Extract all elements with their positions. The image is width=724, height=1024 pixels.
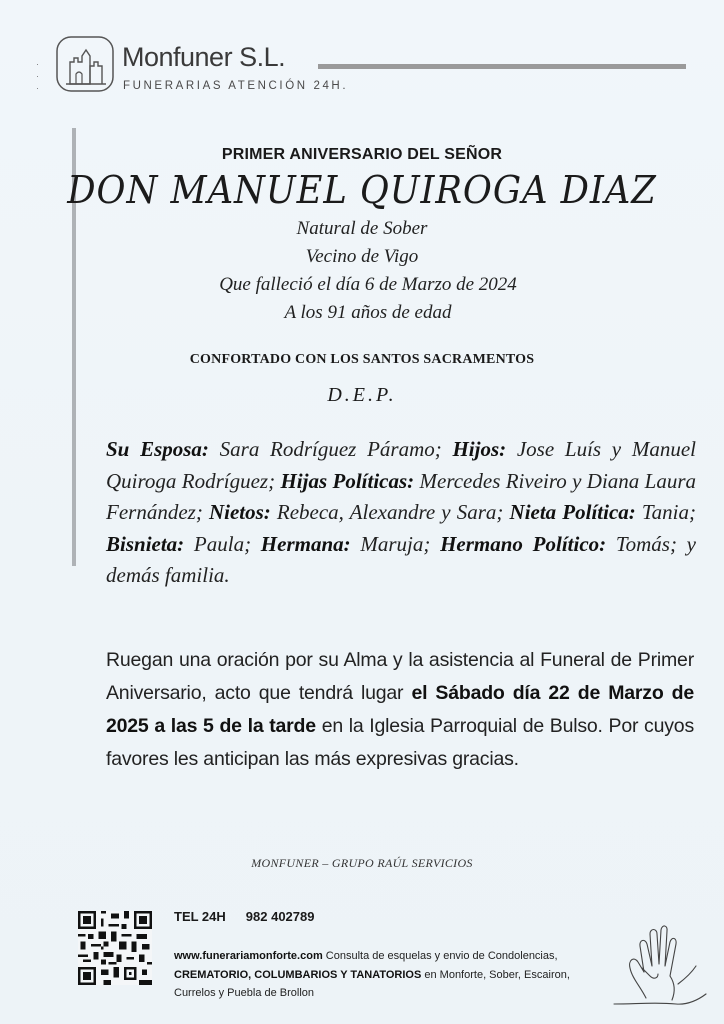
company-signature: MONFUNER – GRUPO RAÚL SERVICIOS: [251, 856, 473, 870]
phone-number[interactable]: 982 402789: [245, 909, 315, 924]
death-date-line: Que falleció el día 6 de Marzo de 2024: [219, 274, 517, 295]
praying-hands-icon: [606, 916, 712, 1008]
family-hermana: Maruja;: [350, 531, 441, 556]
family-label-bisnieta: Bisnieta:: [106, 531, 185, 556]
sacraments-line: CONFORTADO CON LOS SANTOS SACRAMENTOS: [189, 352, 535, 367]
dep-line: D.E.P.: [327, 384, 397, 406]
family-bisnieta: Paula;: [184, 531, 261, 556]
deceased-name: DON MANUEL QUIROGA DIAZ: [67, 168, 657, 212]
family-nietos: Rebeca, Alexandre y Sara;: [270, 500, 510, 524]
phone-line: [174, 909, 334, 924]
family-label-hijas-politicas: Hijas Políticas:: [280, 468, 415, 493]
family-label-esposa: Su Esposa:: [106, 437, 209, 461]
footer-text-2: en Monforte, Sober, Escairon, Currelos y Puebla de Brollon: [174, 968, 570, 999]
family-label-nietos: Nietos:: [208, 500, 271, 524]
ceremony-place: en la Iglesia Parroquial de Bulso. Por cuyos favores les anticipan las más expresivas gracias.: [106, 715, 694, 770]
qr-code-icon[interactable]: [78, 911, 152, 985]
family-label-nieta-politica: Nieta Política:: [509, 500, 636, 524]
family-hijos: Jose Luís y Manuel Quiroga Rodríguez;: [106, 437, 696, 493]
ceremony-intro: Ruegan una oración por su Alma y la asistencia al Funeral de Primer Aniversario, acto que tendrá lugar: [106, 649, 694, 704]
phone-label: TEL 24H: [174, 909, 226, 924]
residence-line: Vecino de Vigo: [305, 246, 419, 267]
family-label-hermana: Hermana:: [260, 531, 351, 556]
family-hermano-politico: Tomás; y demás familia.: [106, 531, 696, 587]
footer-text-1: Consulta de esquelas y envio de Condolencias,: [322, 950, 558, 962]
notice-heading: PRIMER ANIVERSARIO DEL SEÑOR: [221, 146, 503, 163]
family-paragraph: [106, 434, 696, 592]
family-label-hermano-politico: Hermano Político:: [440, 531, 607, 556]
castle-tower-logo-icon: [56, 36, 114, 92]
birthplace-line: Natural de Sober: [296, 218, 428, 239]
footer-info: [174, 947, 594, 1003]
footer-services: CREMATORIO, COLUMBARIOS Y TANATORIOS: [174, 968, 422, 981]
header-divider: [318, 64, 686, 69]
website-link[interactable]: www.funerariamonforte.com: [174, 950, 323, 962]
family-hijas-politicas: Mercedes Riveiro y Diana Laura Fernández;: [106, 468, 697, 524]
brand-name: Monfuner S.L.: [122, 42, 286, 72]
family-nieta-politica: Tania;: [635, 500, 696, 524]
family-esposa: Sara Rodríguez Páramo;: [208, 437, 453, 461]
ceremony-paragraph: [106, 644, 694, 776]
age-line: A los 91 años de edad: [284, 302, 452, 323]
family-label-hijos: Hijos:: [452, 437, 507, 461]
brand-tagline: FUNERARIAS ATENCIÓN 24H.: [123, 80, 349, 92]
ceremony-date: el Sábado día 22 de Marzo de 2025 a las 5 de la tarde: [106, 682, 694, 737]
margin-marks: · · ·: [36, 59, 39, 93]
